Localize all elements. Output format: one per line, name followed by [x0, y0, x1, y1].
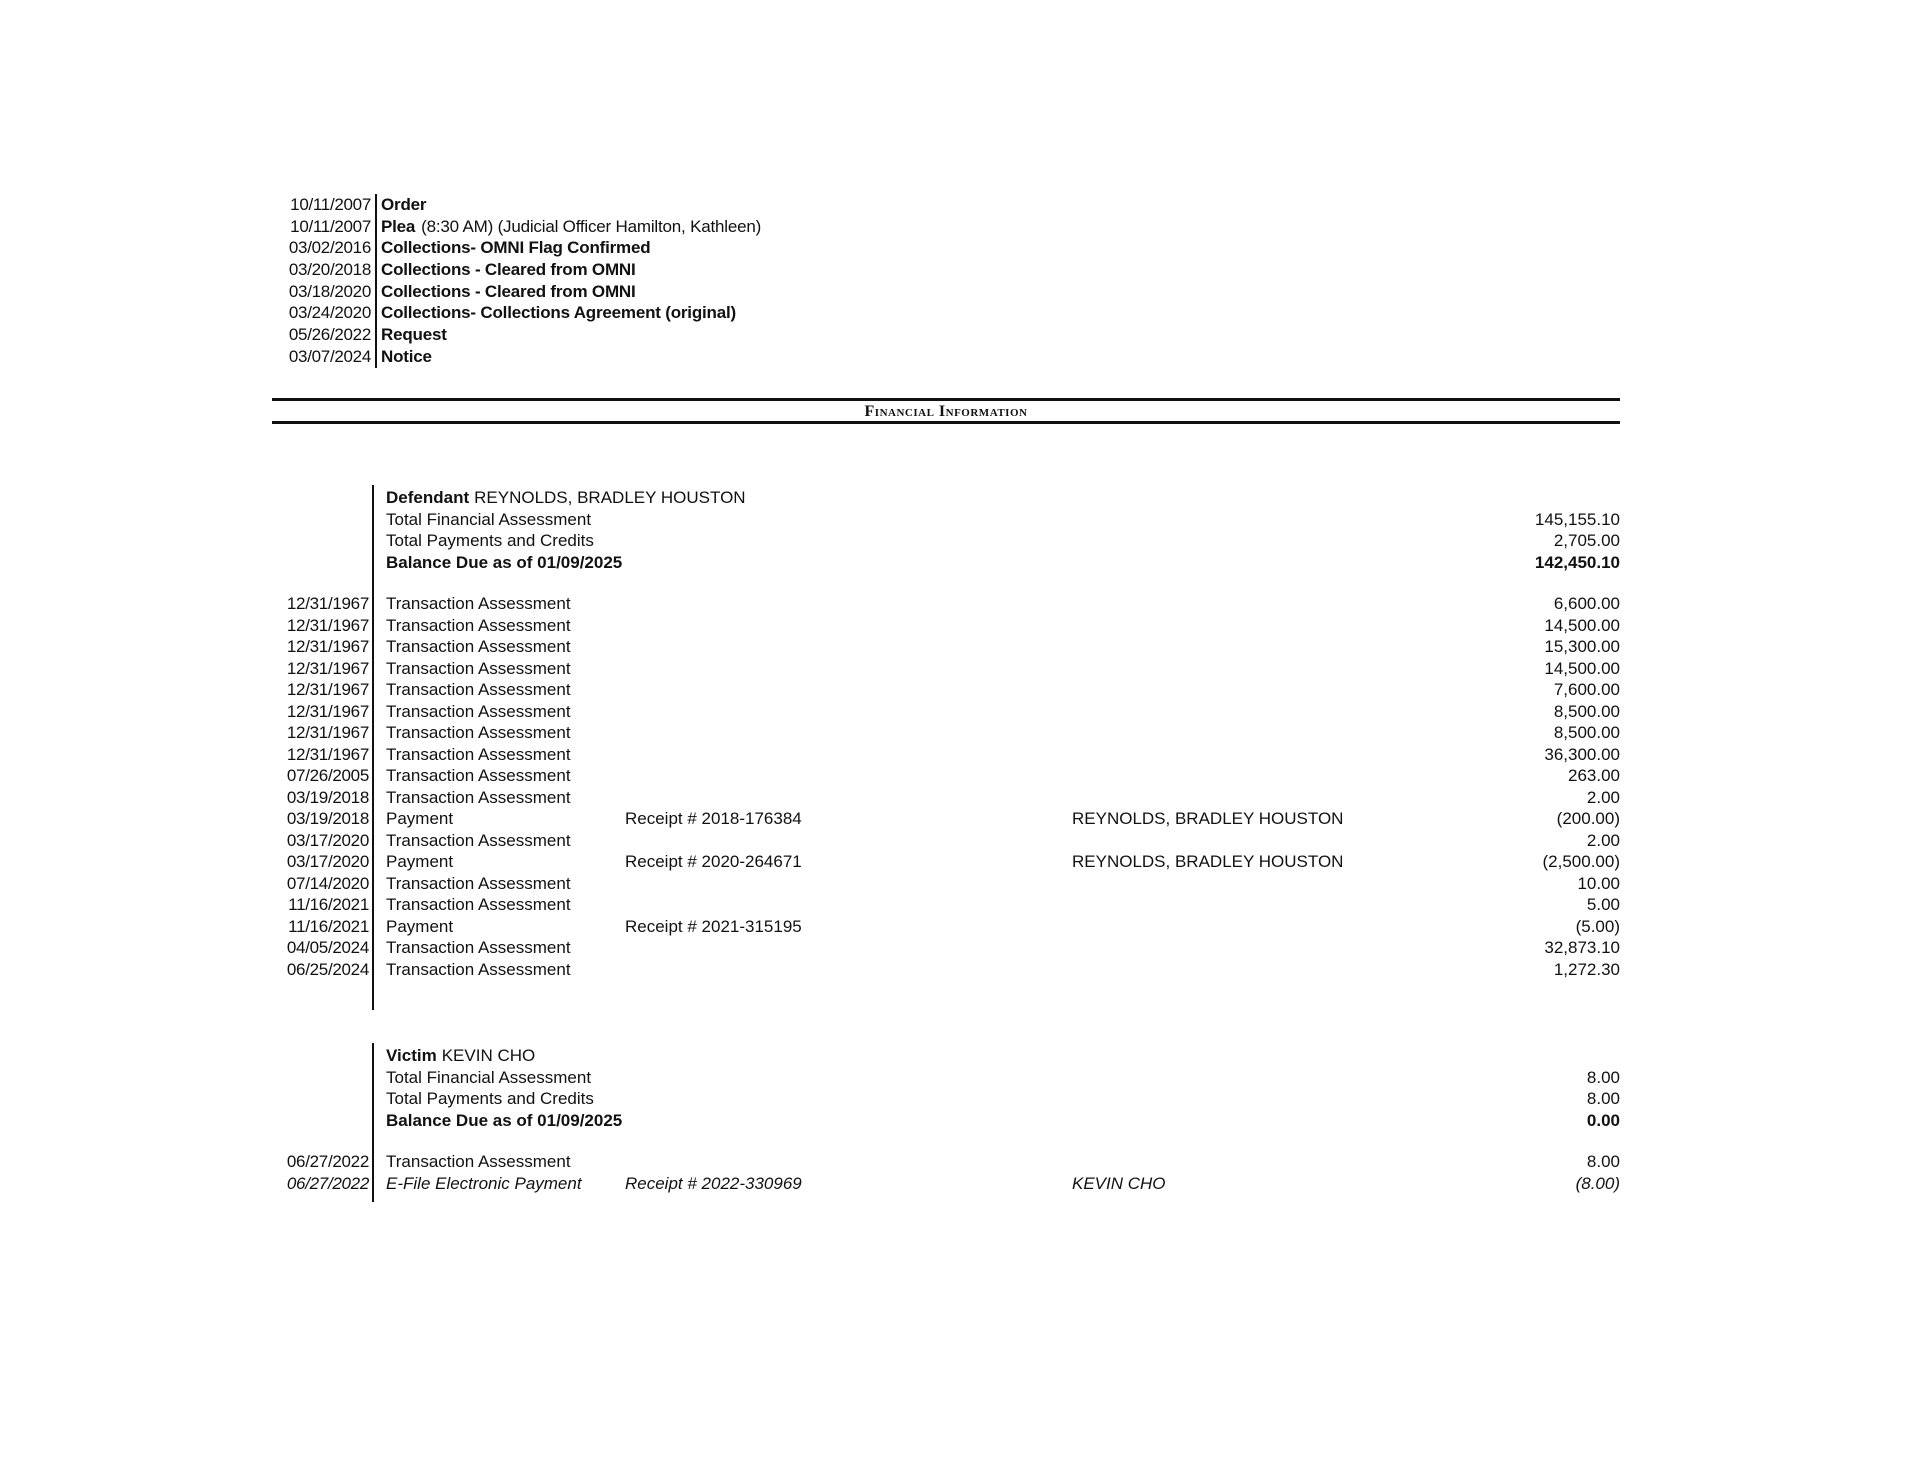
receipt-number: Receipt # 2021-315195 [625, 916, 802, 936]
transaction-amount: 7,600.00 [1553, 680, 1620, 699]
transaction-row [272, 615, 1620, 637]
transaction-date: 03/17/2020 [286, 852, 369, 871]
transaction-amount: 15,300.00 [1544, 637, 1620, 656]
transaction-description: Transaction Assessment [386, 959, 571, 979]
header-rule-top [272, 398, 1620, 401]
transaction-date: 12/31/1967 [286, 658, 369, 678]
event-row [272, 302, 1172, 324]
summary-amount: 0.00 [1586, 1110, 1620, 1130]
event-date: 03/20/2018 [272, 259, 377, 281]
transaction-date: 12/31/1967 [286, 594, 369, 613]
transaction-amount: (2,500.00) [1542, 852, 1620, 871]
summary-row [272, 1110, 1620, 1132]
event-description: Collections - Cleared from OMNI [381, 281, 636, 301]
event-description: Order [381, 195, 427, 214]
transaction-description: Payment [386, 916, 454, 936]
transaction-date: 06/27/2022 [286, 1152, 369, 1171]
transaction-row [272, 873, 1620, 895]
transaction-date: 06/27/2022 [286, 1173, 369, 1193]
event-date: 03/02/2016 [272, 237, 377, 259]
transaction-date: 12/31/1967 [286, 680, 369, 699]
transaction-amount: 8.00 [1586, 1152, 1620, 1171]
transaction-row [272, 701, 1620, 723]
transaction-row [272, 808, 1620, 830]
transaction-amount: 2.00 [1586, 830, 1620, 850]
transaction-date: 03/17/2020 [286, 830, 369, 850]
transaction-description: Transaction Assessment [386, 723, 571, 742]
transaction-row [272, 1151, 1620, 1173]
transaction-description: Transaction Assessment [386, 701, 571, 721]
transaction-row [272, 658, 1620, 680]
receipt-number: Receipt # 2020-264671 [625, 852, 802, 871]
transaction-description: Transaction Assessment [386, 744, 571, 764]
transaction-amount: 36,300.00 [1544, 744, 1620, 764]
transaction-amount: 32,873.10 [1544, 938, 1620, 957]
payor-name: REYNOLDS, BRADLEY HOUSTON [1072, 809, 1344, 828]
transaction-row [272, 851, 1620, 873]
transaction-amount: 2.00 [1586, 787, 1620, 807]
transaction-amount: 6,600.00 [1553, 594, 1620, 613]
transaction-description: Transaction Assessment [386, 658, 571, 678]
event-description: Collections- Collections Agreement (original) [381, 303, 736, 323]
event-date: 03/24/2020 [272, 302, 377, 324]
transaction-row [272, 722, 1620, 744]
summary-amount: 142,450.10 [1534, 552, 1620, 572]
transaction-row [272, 636, 1620, 658]
summary-label: Total Payments and Credits [386, 531, 594, 550]
transaction-row [272, 679, 1620, 701]
transaction-date: 11/16/2021 [288, 895, 369, 914]
event-date: 10/11/2007 [272, 194, 377, 216]
summary-amount: 145,155.10 [1534, 509, 1620, 529]
summary-row [272, 1067, 1620, 1089]
events-list [272, 194, 1172, 368]
transaction-date: 07/14/2020 [286, 873, 369, 893]
transaction-amount: (5.00) [1575, 916, 1620, 936]
event-date: 10/11/2007 [272, 216, 377, 238]
event-row [272, 281, 1172, 303]
transaction-date: 04/05/2024 [286, 938, 369, 957]
party-divider-line [372, 485, 374, 1010]
event-row [272, 259, 1172, 281]
transaction-description: Payment [386, 809, 454, 828]
transaction-date: 11/16/2021 [288, 916, 369, 936]
transaction-amount: 8,500.00 [1553, 723, 1620, 742]
event-description: Plea (8:30 AM) (Judicial Officer Hamilton, Kathleen) [381, 216, 762, 236]
transaction-amount: 10.00 [1577, 873, 1620, 893]
summary-label: Balance Due as of 01/09/2025 [386, 1110, 623, 1130]
transaction-row [272, 1173, 1620, 1195]
payor-name: KEVIN CHO [1072, 1173, 1166, 1193]
summary-row [272, 552, 1620, 574]
transaction-date: 12/31/1967 [286, 744, 369, 764]
receipt-number: Receipt # 2018-176384 [625, 809, 802, 828]
event-row [272, 346, 1172, 368]
transaction-amount: (200.00) [1556, 809, 1620, 828]
transaction-description: Transaction Assessment [386, 830, 571, 850]
summary-amount: 2,705.00 [1553, 531, 1620, 550]
summary-amount: 8.00 [1586, 1089, 1620, 1108]
event-detail: (8:30 AM) (Judicial Officer Hamilton, Kathleen) [421, 216, 762, 236]
transaction-description: Transaction Assessment [386, 637, 571, 656]
event-row [272, 194, 1172, 216]
transaction-amount: 8,500.00 [1553, 701, 1620, 721]
transaction-description: Transaction Assessment [386, 787, 571, 807]
header-rule-bottom [272, 421, 1620, 424]
transaction-description: Payment [386, 852, 454, 871]
transaction-row [272, 916, 1620, 938]
transaction-description: Transaction Assessment [386, 766, 571, 785]
event-date: 03/07/2024 [272, 346, 377, 368]
transaction-description: E-File Electronic Payment [386, 1173, 582, 1193]
transaction-row [272, 593, 1620, 615]
summary-row [272, 1088, 1620, 1110]
transaction-amount: 14,500.00 [1544, 658, 1620, 678]
receipt-number: Receipt # 2022-330969 [625, 1173, 802, 1193]
party-heading [386, 1045, 535, 1067]
transaction-date: 03/19/2018 [286, 809, 369, 828]
transaction-description: Transaction Assessment [386, 895, 571, 914]
event-date: 05/26/2022 [272, 324, 377, 346]
financial-information-header [272, 398, 1620, 424]
event-description: Collections- OMNI Flag Confirmed [381, 238, 651, 258]
transaction-row [272, 787, 1620, 809]
transaction-description: Transaction Assessment [386, 594, 571, 613]
party-divider-line [372, 1043, 374, 1202]
transaction-date: 12/31/1967 [286, 637, 369, 656]
transaction-date: 12/31/1967 [286, 723, 369, 742]
party-title [272, 1045, 1620, 1067]
transaction-amount: (8.00) [1575, 1173, 1620, 1193]
summary-label: Total Financial Assessment [386, 509, 592, 529]
transaction-row [272, 937, 1620, 959]
event-date: 03/18/2020 [272, 281, 377, 303]
transaction-date: 06/25/2024 [286, 959, 369, 979]
event-row [272, 237, 1172, 259]
party-role: Defendant [386, 488, 470, 507]
transaction-description: Transaction Assessment [386, 680, 571, 699]
payor-name: REYNOLDS, BRADLEY HOUSTON [1072, 852, 1344, 871]
transaction-description: Transaction Assessment [386, 615, 571, 635]
party-name: REYNOLDS, BRADLEY HOUSTON [474, 488, 746, 507]
summary-label: Balance Due as of 01/09/2025 [386, 552, 623, 572]
transaction-date: 07/26/2005 [286, 766, 369, 785]
event-description: Collections - Cleared from OMNI [381, 260, 636, 280]
party-name: KEVIN CHO [441, 1046, 536, 1065]
event-description: Notice [381, 346, 432, 366]
transaction-date: 03/19/2018 [286, 787, 369, 807]
transaction-row [272, 959, 1620, 981]
transaction-row [272, 894, 1620, 916]
event-row [272, 216, 1172, 238]
transaction-row [272, 744, 1620, 766]
transaction-amount: 14,500.00 [1544, 615, 1620, 635]
transaction-description: Transaction Assessment [386, 1152, 571, 1171]
transaction-date: 12/31/1967 [286, 701, 369, 721]
transaction-description: Transaction Assessment [386, 938, 571, 957]
party-title [272, 487, 1620, 509]
transaction-row [272, 830, 1620, 852]
summary-label: Total Payments and Credits [386, 1089, 594, 1108]
transaction-description: Transaction Assessment [386, 873, 571, 893]
event-row [272, 324, 1172, 346]
party-role: Victim [386, 1046, 437, 1065]
summary-row [272, 509, 1620, 531]
transaction-date: 12/31/1967 [286, 615, 369, 635]
summary-row [272, 530, 1620, 552]
transaction-amount: 263.00 [1568, 766, 1620, 785]
summary-label: Total Financial Assessment [386, 1067, 592, 1087]
summary-amount: 8.00 [1586, 1067, 1620, 1087]
transaction-amount: 5.00 [1586, 895, 1620, 914]
financial-information-title: Financial Information [864, 403, 1028, 420]
transaction-amount: 1,272.30 [1553, 959, 1620, 979]
event-description: Request [381, 325, 447, 345]
transaction-row [272, 765, 1620, 787]
party-heading [386, 487, 746, 509]
